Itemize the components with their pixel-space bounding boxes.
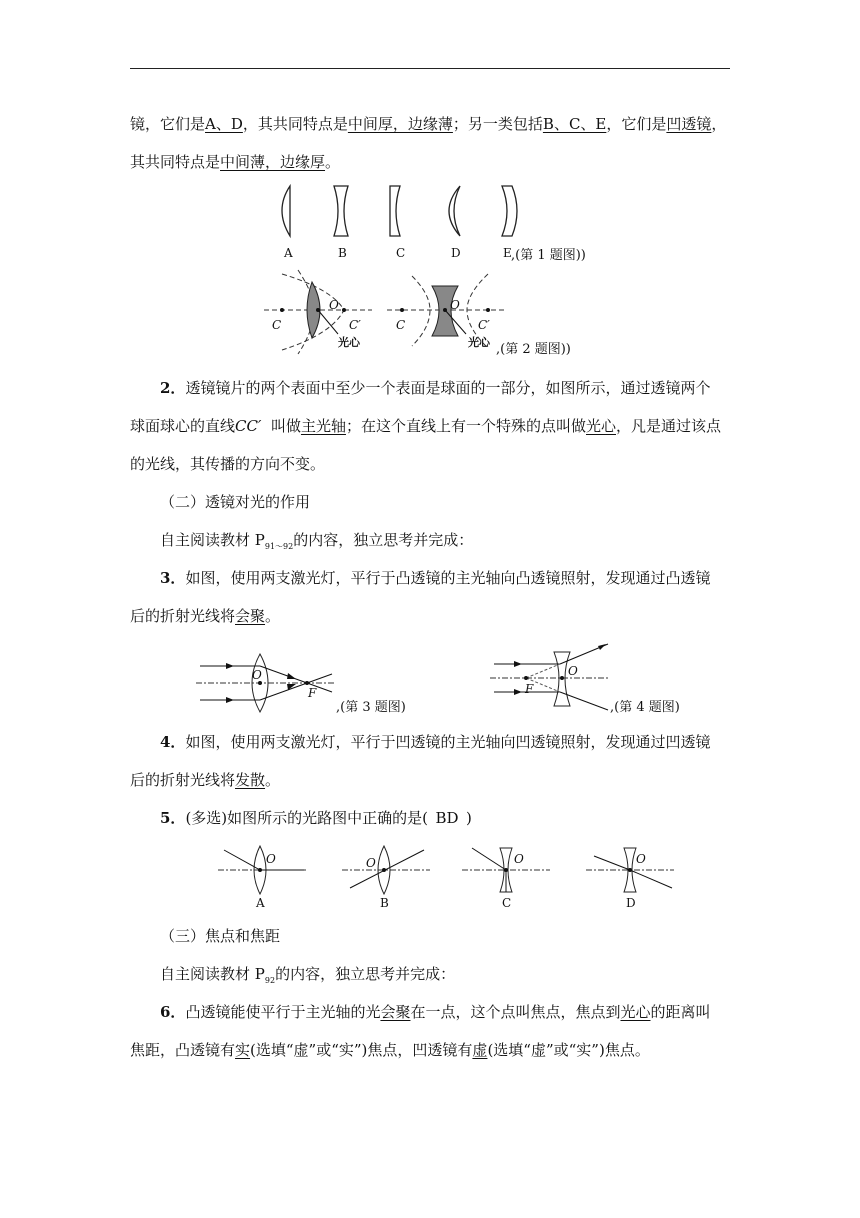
fig5-o-c: O [514,852,524,866]
fig1-label-c: C [396,246,406,260]
answer-q6-virtual: 虚 [472,1041,488,1059]
fig4-caption: ,(第 4 题图) [610,700,680,715]
s1-line2: 其共同特点是中间薄，边缘厚。 [130,153,341,171]
answer-converge: 会聚 [235,607,266,625]
fig1-label-e: E [503,246,512,260]
answer-q5: BD [435,809,459,827]
s1-line1: 镜，它们是A、D，其共同特点是中间厚，边缘薄；另一类包括B、C、E，它们是凹透镜， [130,115,727,133]
fig5-label-c: C [502,896,512,910]
lens-b [334,186,348,236]
figure-4-concave-diverge [490,640,610,712]
fig2-c-right: C [396,318,406,332]
header-rule [130,68,730,69]
answer-main-axis: 主光轴 [300,417,346,435]
fig2-cp-right: C′ [478,318,490,332]
answer-optical-center: 光心 [585,417,616,435]
fig1-label-b: B [338,246,347,260]
answer-bce: B、C、E [542,115,607,133]
q4-line1: 4．如图，使用两支激光灯，平行于凹透镜的主光轴向凹透镜照射，发现通过凹透镜 [160,733,711,751]
fig4-f: F [525,682,534,696]
fig5-o-b: O [366,856,376,870]
q6-line2: 焦距，凸透镜有实(选填“虚”或“实”)焦点，凹透镜有虚(选填“虚”或“实”)焦点。 [130,1041,650,1059]
read-1: 自主阅读教材 $P_{91\sim 92}$的内容，独立思考并完成： [160,531,474,551]
lens-d [449,186,460,236]
fig2-center-right: 光心 [468,336,490,349]
fig5-o-a: O [266,852,276,866]
fig2-o-left: O [329,298,339,312]
fig2-cp-left: C′ [349,318,361,332]
answer-feature2: 中间薄，边缘厚 [220,153,326,171]
fig3-caption: ,(第 3 题图) [336,700,406,715]
figure-3-convex-converge [196,652,336,714]
fig1-label-a: A [284,246,293,260]
section-2-title: （二）透镜对光的作用 [160,493,311,511]
lens-a [282,186,290,236]
fig4-o: O [568,664,578,678]
q5-line: 5．(多选)如图所示的光路图中正确的是( BD ) [160,809,472,827]
fig5-label-a: A [256,896,265,910]
figure-5-ray-diagrams [214,844,676,896]
q2-line3: 的光线，其传播的方向不变。 [130,455,326,473]
answer-q6-center: 光心 [620,1003,651,1021]
fig3-o: O [252,668,262,682]
fig5-label-b: B [380,896,389,910]
q6-line1: 6．凸透镜能使平行于主光轴的光会聚在一点，这个点叫焦点，焦点到光心的距离叫 [160,1003,711,1021]
answer-diverge: 发散 [235,771,266,789]
fig2-c-left: C [272,318,282,332]
fig1-caption: ,(第 1 题图)) [511,248,586,263]
q2-line2: 球面球心的直线CC′ 叫做主光轴；在这个直线上有一个特殊的点叫做光心，凡是通过该点 [130,417,722,435]
fig3-f: F [308,686,317,700]
answer-q6-real: 实 [235,1041,251,1059]
figure-1-lenses [270,182,530,244]
q2-line1: 2．透镜镜片的两个表面中至少一个表面是球面的一部分，如图所示，通过透镜两个 [160,379,711,397]
q3-line1: 3．如图，使用两支激光灯，平行于凸透镜的主光轴向凸透镜照射，发现通过凸透镜 [160,569,711,587]
fig5-label-d: D [626,896,636,910]
fig5-o-d: O [636,852,646,866]
fig2-caption: ,(第 2 题图)) [496,342,571,357]
answer-feature1: 中间厚，边缘薄 [347,115,453,133]
answer-concave: 凹透镜 [666,115,712,133]
section-3-title: （三）焦点和焦距 [160,927,281,945]
q4-line2: 后的折射光线将发散。 [130,771,281,789]
fig1-label-d: D [451,246,461,260]
answer-q6-converge: 会聚 [380,1003,411,1021]
lens-c [390,186,400,236]
fig2-o-right: O [450,298,460,312]
lens-e [502,186,517,236]
q3-line2: 后的折射光线将会聚。 [130,607,281,625]
fig2-center-left: 光心 [338,336,360,349]
read-2: 自主阅读教材 $P_{92}$的内容，独立思考并完成： [160,965,456,985]
answer-ad: A、D [205,115,243,133]
